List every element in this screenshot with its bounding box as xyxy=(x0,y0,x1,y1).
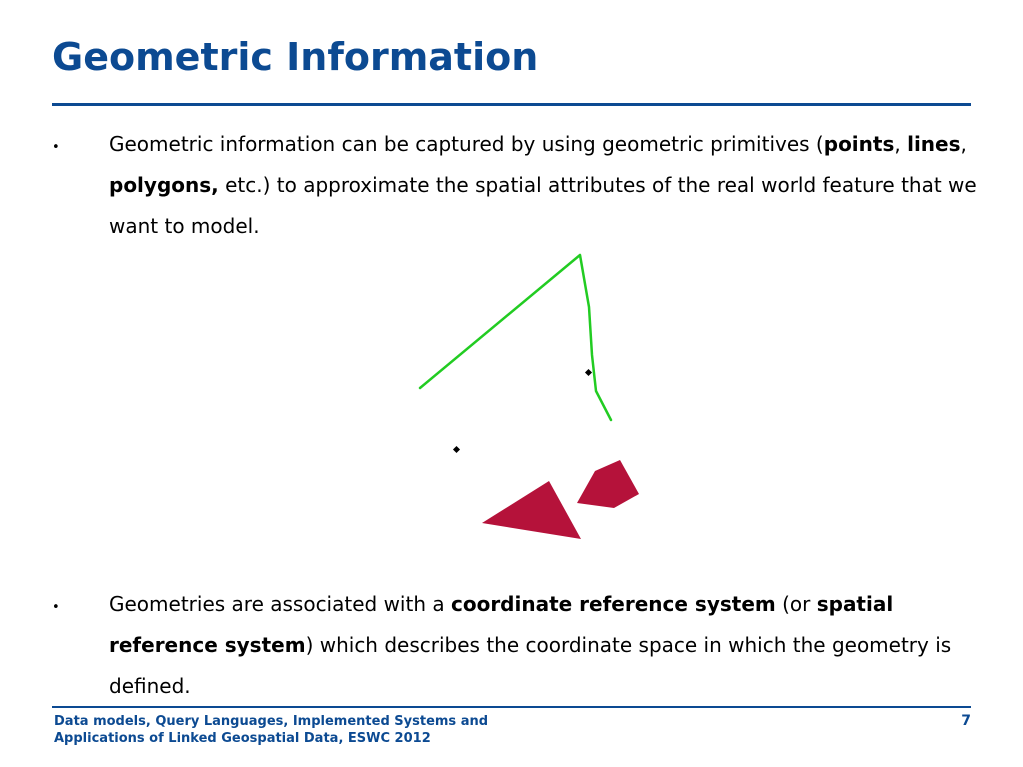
polygon-geometry xyxy=(482,481,581,539)
text-segment: Geometries are associated with a xyxy=(109,592,451,616)
footer-line-1: Data models, Query Languages, Implemented Systems and xyxy=(54,714,489,729)
bullet-marker: • xyxy=(52,140,60,155)
text-segment: , xyxy=(960,132,967,156)
bold-term: coordinate reference system xyxy=(450,592,776,616)
bold-term: lines xyxy=(907,132,961,156)
title-divider xyxy=(52,103,971,106)
bullet-marker: • xyxy=(52,600,60,615)
footer-divider xyxy=(52,706,971,708)
point-geometry xyxy=(585,369,592,376)
bullet-paragraph-2 xyxy=(109,584,979,707)
bold-term: points xyxy=(823,132,895,156)
point-geometry xyxy=(453,446,460,453)
bold-term: polygons, xyxy=(109,173,219,197)
text-segment: etc.) to approximate the spatial attributes of the real world feature that we want to model. xyxy=(109,173,977,238)
slide-title: Geometric Information xyxy=(52,35,539,79)
bullet-paragraph-1 xyxy=(109,124,979,247)
linestring-geometry xyxy=(420,255,611,420)
footer-caption xyxy=(54,713,488,747)
geometry-illustration xyxy=(400,245,660,555)
text-segment: Geometric information can be captured by using geometric primitives ( xyxy=(109,132,824,156)
page-number: 7 xyxy=(961,713,971,729)
text-segment: ) which describes the coordinate space in which the geometry is defined. xyxy=(109,633,952,698)
bold-term: spatial reference system xyxy=(109,592,894,657)
text-segment: (or xyxy=(775,592,817,616)
polygon-geometry xyxy=(577,460,639,508)
footer-line-2: Applications of Linked Geospatial Data, ESWC 2012 xyxy=(54,731,431,746)
text-segment: , xyxy=(894,132,908,156)
